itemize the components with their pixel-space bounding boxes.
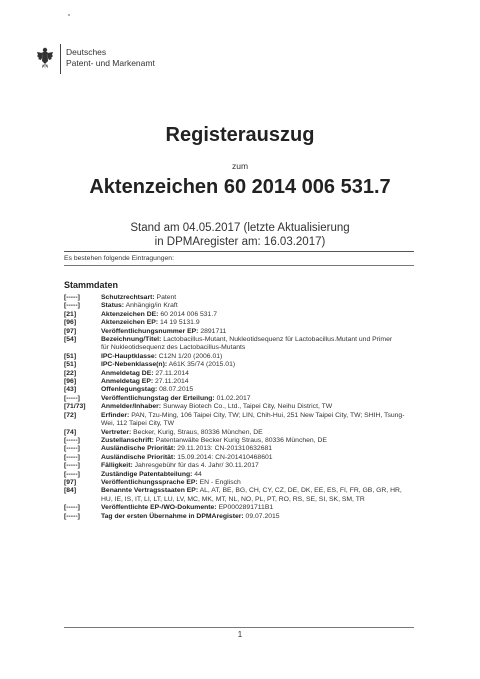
entry-text (101, 513, 420, 521)
entry-code: [-----] (64, 504, 80, 512)
entry-text (101, 445, 420, 453)
entry-code: [97] (64, 327, 77, 335)
entry-label: Anmeldetag DE: (101, 369, 154, 377)
entry-code: [96] (64, 378, 77, 386)
entry-label: Vertreter: (101, 428, 132, 436)
entry-row (64, 487, 420, 504)
entry-row (64, 302, 420, 310)
entry-code: [-----] (64, 294, 80, 301)
entry-row (64, 454, 420, 462)
entry-label: IPC-Hauptklasse: (101, 352, 157, 360)
entry-label: Ausländische Priorität: (101, 445, 176, 453)
entry-text (101, 479, 420, 487)
entry-label: Ausländische Priorität: (101, 453, 176, 461)
entry-text (101, 336, 420, 353)
entry-row (64, 378, 420, 386)
entry-value: 15.09.2014: CN-201410468601 (177, 453, 273, 461)
entry-label: Anmeldetag EP: (101, 378, 154, 386)
entry-label: Zuständige Patentabteilung: (101, 470, 193, 478)
entry-code: [-----] (64, 512, 80, 520)
entry-code: [21] (64, 310, 77, 318)
entry-label: Benannte Vertragsstaaten EP: (101, 487, 199, 495)
entry-label: Zustellanschrift: (101, 436, 154, 444)
document-title: Registerauszug (165, 124, 315, 146)
entry-text (101, 294, 420, 302)
entry-text (101, 386, 420, 394)
entry-value: Lactobacillus-Mutant, Nukleotidsequenz für Lactobacillus.Mutant und Primer (163, 336, 393, 344)
entry-code: [-----] (64, 445, 80, 453)
entry-text (101, 328, 420, 336)
entry-row (64, 311, 420, 319)
file-number-heading: Aktenzeichen 60 2014 006 531.7 (89, 176, 391, 198)
entry-label: IPC-Nebenklasse(n): (101, 361, 168, 369)
entry-row (64, 361, 420, 369)
entry-value-continued: HU, IE, IS, IT, LI, LT, LU, LV, MC, MK, MT, NL, NO, PL, PT, RO, RS, SE, SI, SK, SM, TR (101, 495, 365, 503)
entry-text (101, 302, 420, 310)
entry-value: Becker, Kurig, Straus, 80336 München, DE (133, 428, 263, 436)
entry-code: [51] (64, 361, 77, 369)
entry-label: Erfinder: (101, 411, 130, 419)
entry-row (64, 395, 420, 403)
entry-value: 44 (194, 470, 202, 478)
entry-label: Offenlegungstag: (101, 386, 158, 394)
entry-code: [51] (64, 352, 77, 360)
entry-label: Fälligkeit: (101, 462, 133, 470)
entry-text (101, 395, 420, 403)
entry-value: Jahresgebühr für das 4. Jahr/ 30.11.2017 (134, 462, 259, 470)
intro-text: Es bestehen folgende Eintragungen: (64, 255, 174, 262)
entry-label: Veröffentlichungsnummer EP: (101, 327, 199, 335)
entry-text (101, 403, 420, 411)
federal-eagle-icon (36, 46, 54, 70)
entry-text (101, 454, 420, 462)
entry-text (101, 361, 420, 369)
entry-row (64, 412, 420, 429)
entry-value: 01.02.2017 (216, 394, 251, 402)
entry-value: AL, AT, BE, BG, CH, CY, CZ, DE, DK, EE, ES, FI, FR, GB, GR, HR, (199, 487, 402, 495)
status-line-1: Stand am 04.05.2017 (letzte Aktualisierung (130, 222, 350, 234)
entry-code: [22] (64, 369, 77, 377)
entry-code: [-----] (64, 302, 80, 310)
entry-label: Tag der ersten Übernahme in DPMAregister: (101, 512, 244, 520)
entry-value: C12N 1/20 (2006.01) (158, 352, 223, 360)
entry-value: EP0002891711B1 (218, 504, 274, 512)
entry-value: A61K 35/74 (2015.01) (168, 361, 236, 369)
entry-code: [72] (64, 411, 77, 419)
agency-line-2: Patent- und Markenamt (66, 58, 155, 68)
entry-label: Veröffentlichungstag der Erteilung: (101, 394, 215, 402)
entry-value-continued: für Nukleotidsequenz des Lactobacillus-Mutants (101, 344, 246, 352)
status-line-2: in DPMAregister am: 16.03.2017) (154, 236, 326, 248)
entry-value: Anhängig/in Kraft (125, 302, 178, 310)
entry-value: Sunway Biotech Co., Ltd., Taipei City, Neihu District, TW (162, 403, 333, 411)
entry-code: [-----] (64, 436, 80, 444)
entry-value: 27.11.2014 (155, 369, 189, 377)
entry-label: Anmelder/Inhaber: (101, 403, 162, 411)
entry-text (101, 319, 420, 327)
entry-code: [-----] (64, 453, 80, 461)
section-title: Stammdaten (64, 280, 119, 290)
entry-value: 27.11.2014 (155, 378, 189, 386)
entry-text (101, 471, 420, 479)
entry-row (64, 294, 420, 302)
entry-code: [96] (64, 319, 77, 327)
entry-value: PAN, Tzu-Ming, 106 Taipei City, TW; LIN, Chih-Hui, 251 New Taipei City, TW; SHIH, Tsung- (131, 411, 405, 419)
entry-value: 09.07.2015 (245, 512, 280, 520)
entry-text (101, 504, 420, 512)
entry-code: [97] (64, 478, 77, 486)
entry-code: [-----] (64, 462, 80, 470)
entry-label: Schutzrechtsart: (101, 294, 155, 301)
entry-row (64, 403, 420, 411)
entry-row (64, 319, 420, 327)
entries-list (64, 294, 420, 521)
divider-footer (64, 627, 414, 628)
entry-code: [43] (64, 386, 77, 394)
entry-label: Aktenzeichen EP: (101, 319, 159, 327)
page-number: 1 (237, 630, 243, 639)
logo-divider (60, 44, 61, 74)
entry-value-continued: Wei, 112 Taipei City, TW (101, 420, 175, 428)
entry-value: 14 19 5131.9 (159, 319, 200, 327)
entry-text (101, 487, 420, 504)
agency-line-1: Deutsches (66, 47, 107, 57)
entry-row (64, 328, 420, 336)
entry-label: Bezeichnung/Titel: (101, 336, 162, 344)
entry-code: [84] (64, 487, 77, 495)
entry-value: 60 2014 006 531.7 (160, 310, 218, 318)
entry-row (64, 513, 420, 521)
document-subtitle: zum (231, 161, 249, 171)
entry-row (64, 504, 420, 512)
entry-code: [71/73] (64, 403, 86, 411)
entry-code: [-----] (64, 470, 80, 478)
entry-row (64, 336, 420, 353)
entry-text (101, 462, 420, 470)
entry-text (101, 311, 420, 319)
entry-row (64, 471, 420, 479)
entry-row (64, 370, 420, 378)
divider-top (64, 251, 414, 252)
entry-value: EN - Englisch (199, 478, 241, 486)
entry-text (101, 437, 420, 445)
status-date (0, 221, 480, 249)
entry-row (64, 462, 420, 470)
scan-speck (68, 14, 70, 16)
entry-code: [74] (64, 428, 77, 436)
entry-text (101, 378, 420, 386)
entry-row (64, 386, 420, 394)
entry-value: Patent (156, 294, 177, 301)
entry-label: Status: (101, 302, 125, 310)
divider-intro (64, 265, 414, 266)
entry-row (64, 353, 420, 361)
agency-name (66, 47, 155, 69)
entry-value: Patentanwälte Becker Kurig Straus, 80336 München, DE (155, 436, 327, 444)
entry-label: Aktenzeichen DE: (101, 310, 159, 318)
entry-value: 2891711 (200, 327, 227, 335)
entry-label: Veröffentlichungssprache EP: (101, 478, 198, 486)
entry-value: 08.07.2015 (159, 386, 194, 394)
entry-label: Veröffentlichte EP-/WO-Dokumente: (101, 504, 217, 512)
entry-row (64, 445, 420, 453)
entry-text (101, 412, 420, 429)
entry-text (101, 353, 420, 361)
entry-code: [-----] (64, 394, 80, 402)
entry-row (64, 437, 420, 445)
entry-text (101, 370, 420, 378)
entry-value: 29.11.2013: CN-201310632681 (177, 445, 273, 453)
entry-code: [54] (64, 336, 77, 344)
entry-row (64, 429, 420, 437)
entry-row (64, 479, 420, 487)
entry-text (101, 429, 420, 437)
